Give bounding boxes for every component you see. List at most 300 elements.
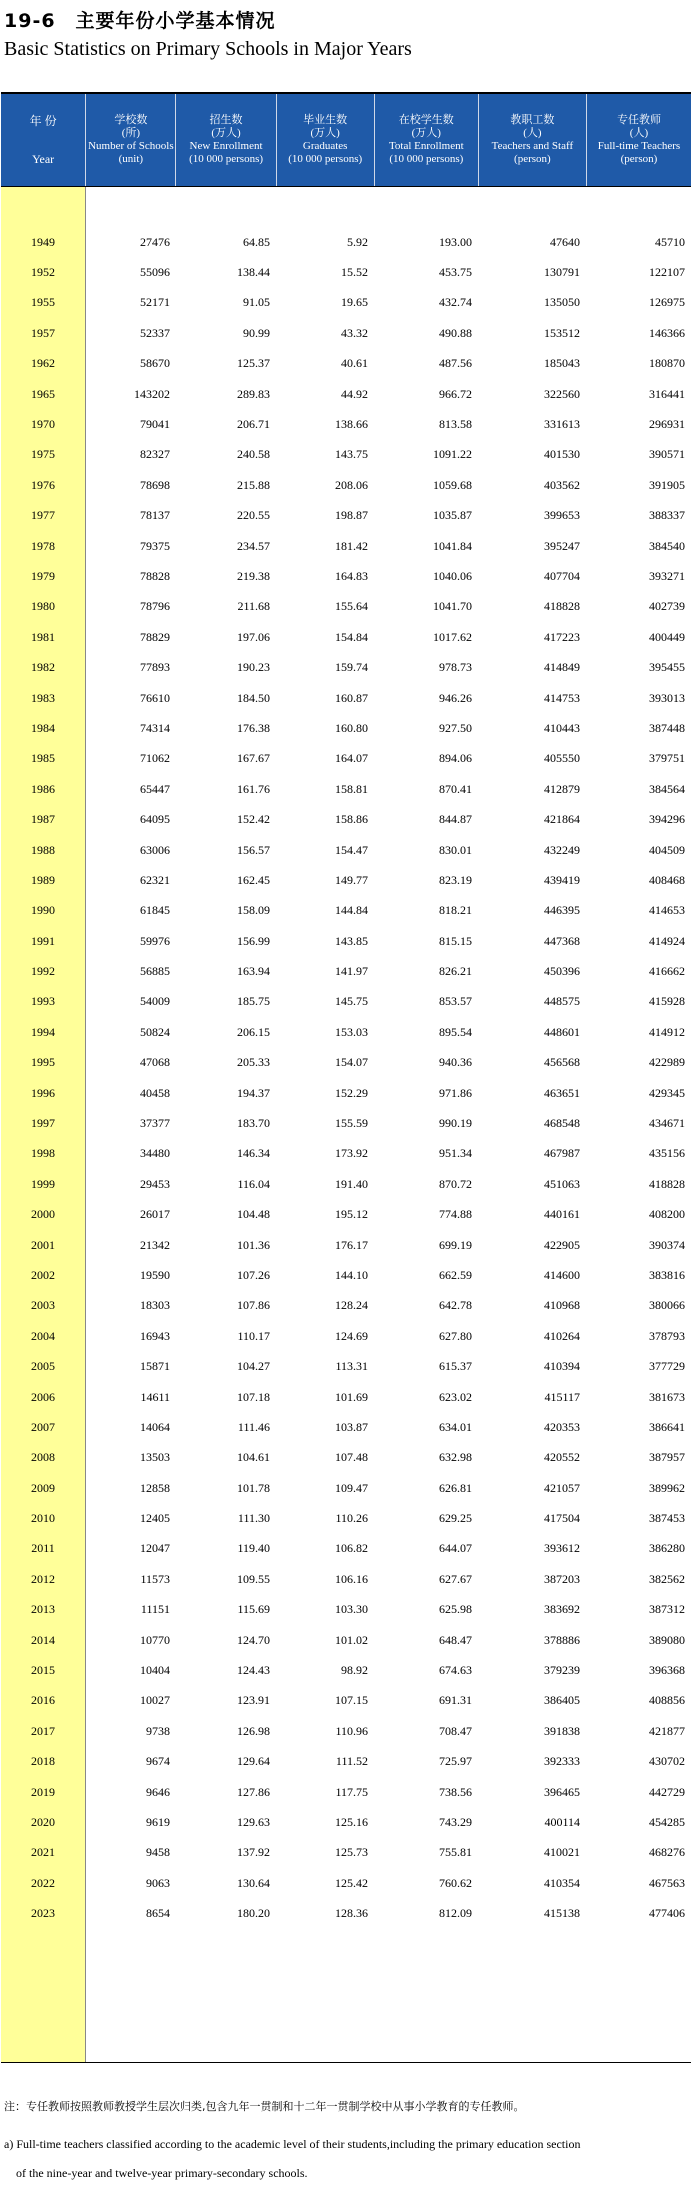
table-cell: 71062: [140, 751, 170, 766]
table-cell: 691.31: [439, 1693, 472, 1708]
header-unit-en: (10 000 persons): [389, 153, 464, 165]
table-cell: 145.75: [335, 994, 368, 1009]
table-cell: 206.15: [237, 1024, 270, 1039]
year-cell: 1999: [31, 1176, 55, 1191]
header-unit-cn: (万人): [411, 127, 441, 139]
table-cell: 19.65: [341, 295, 368, 310]
table-cell: 414849: [544, 660, 580, 675]
table-cell: 490.88: [439, 325, 472, 340]
footnote-en-line-2: of the nine-year and twelve-year primary-secondary schools.: [16, 2166, 308, 2180]
table-cell: 65447: [140, 781, 170, 796]
table-cell: 412879: [544, 781, 580, 796]
table-cell: 78137: [140, 508, 170, 523]
year-cell: 1991: [31, 933, 55, 948]
table-cell: 195.12: [335, 1207, 368, 1222]
table-cell: 5.92: [347, 234, 368, 249]
table-cell: 627.80: [439, 1328, 472, 1343]
table-cell: 626.81: [439, 1480, 472, 1495]
table-row: [86, 956, 691, 986]
table-cell: 416662: [649, 964, 685, 979]
table-cell: 403562: [544, 477, 580, 492]
table-row: [86, 288, 691, 318]
year-cell: 1998: [31, 1146, 55, 1161]
table-cell: 404509: [649, 842, 685, 857]
table-cell: 101.78: [237, 1480, 270, 1495]
header-unit-en: (10 000 persons): [288, 153, 363, 165]
table-cell: 138.66: [335, 417, 368, 432]
year-cell: 1993: [31, 994, 55, 1009]
table-cell: 623.02: [439, 1389, 472, 1404]
table-cell: 158.09: [237, 903, 270, 918]
year-cell: 2012: [31, 1571, 55, 1586]
table-cell: 125.16: [335, 1815, 368, 1829]
table-row: [86, 1534, 691, 1564]
table-cell: 408468: [649, 872, 685, 887]
table-cell: 435156: [649, 1146, 685, 1161]
table-cell: 421864: [544, 812, 580, 827]
table-cell: 388337: [649, 508, 685, 523]
table-cell: 47640: [550, 234, 580, 249]
table-cell: 160.87: [335, 690, 368, 705]
table-cell: 8654: [146, 1906, 170, 1921]
table-cell: 447368: [544, 933, 580, 948]
header-label-en: Year: [32, 151, 55, 166]
table-cell: 98.92: [341, 1663, 368, 1678]
table-cell: 422989: [649, 1055, 685, 1070]
table-cell: 129.64: [237, 1754, 270, 1769]
table-cell: 826.21: [439, 964, 472, 979]
table-cell: 153.03: [335, 1024, 368, 1039]
table-row: [86, 622, 691, 652]
table-cell: 119.40: [237, 1541, 270, 1556]
table-cell: 52337: [140, 325, 170, 340]
table-cell: 951.34: [439, 1146, 472, 1161]
table-row: [86, 592, 691, 622]
table-cell: 393271: [649, 568, 685, 583]
table-cell: 176.17: [335, 1237, 368, 1252]
header-label-cn: 招生数: [209, 114, 243, 126]
table-cell: 14064: [140, 1419, 170, 1434]
table-row: [86, 440, 691, 470]
table-cell: 128.24: [335, 1298, 368, 1313]
table-cell: 390571: [649, 447, 685, 462]
table-row: [86, 1443, 691, 1473]
table-row: [86, 1747, 691, 1777]
table-cell: 468276: [649, 1845, 685, 1860]
table-cell: 467987: [544, 1146, 580, 1161]
year-cell: 1955: [31, 295, 55, 310]
table-cell: 812.09: [439, 1906, 472, 1921]
table-cell: 107.26: [237, 1267, 270, 1282]
table-row: [86, 987, 691, 1017]
year-cell: 1952: [31, 265, 55, 280]
year-cell: 1995: [31, 1055, 55, 1070]
table-cell: 106.16: [335, 1571, 368, 1586]
table-cell: 79041: [140, 417, 170, 432]
table-cell: 104.61: [237, 1450, 270, 1465]
year-cell: 2023: [31, 1906, 55, 1921]
table-row: [86, 1595, 691, 1625]
year-cell: 2002: [31, 1267, 55, 1282]
table-cell: 143.75: [335, 447, 368, 462]
table-row: [86, 1716, 691, 1746]
table-cell: 126975: [649, 295, 685, 310]
year-cell: 1980: [31, 599, 55, 614]
table-cell: 415117: [544, 1389, 580, 1404]
table-cell: 90.99: [243, 325, 270, 340]
table-cell: 52171: [140, 295, 170, 310]
table-cell: 448601: [544, 1024, 580, 1039]
table-cell: 14611: [140, 1389, 170, 1404]
table-cell: 421877: [649, 1723, 685, 1738]
table-cell: 113.31: [335, 1359, 368, 1374]
table-cell: 615.37: [439, 1359, 472, 1374]
header-label-en: Total Enrollment: [388, 140, 464, 152]
table-cell: 64.85: [243, 234, 270, 249]
table-cell: 395247: [544, 538, 580, 553]
table-cell: 422905: [544, 1237, 580, 1252]
table-cell: 381673: [649, 1389, 685, 1404]
year-cell: 1996: [31, 1085, 55, 1100]
table-cell: 181.42: [335, 538, 368, 553]
table-row: [86, 1898, 691, 1928]
table-row: [86, 1625, 691, 1655]
table-cell: 29453: [140, 1176, 170, 1191]
table-cell: 760.62: [439, 1875, 472, 1890]
year-cell: 1976: [31, 477, 55, 492]
table-cell: 215.88: [237, 477, 270, 492]
table-row: [86, 1017, 691, 1047]
table-cell: 124.43: [237, 1663, 270, 1678]
table-cell: 124.70: [237, 1632, 270, 1647]
table-cell: 79375: [140, 538, 170, 553]
table-cell: 451063: [544, 1176, 580, 1191]
header-label-cn: 专任教师: [616, 114, 661, 126]
table-cell: 144.84: [335, 903, 368, 918]
year-cell: 2020: [31, 1815, 55, 1829]
year-cell: 2021: [31, 1845, 55, 1860]
table-cell: 163.94: [237, 964, 270, 979]
year-cell: 1997: [31, 1116, 55, 1131]
table-cell: 12047: [140, 1541, 170, 1556]
table-cell: 380066: [649, 1298, 685, 1313]
table-row: [86, 835, 691, 865]
table-cell: 104.27: [237, 1359, 270, 1374]
header-label-cn: 年 份: [29, 113, 57, 128]
table-cell: 414753: [544, 690, 580, 705]
table-cell: 1091.22: [433, 447, 472, 462]
year-cell: 2016: [31, 1693, 55, 1708]
year-cell: 2010: [31, 1511, 55, 1526]
table-row: [86, 1321, 691, 1351]
table-cell: 240.58: [237, 447, 270, 462]
table-cell: 101.02: [335, 1632, 368, 1647]
table-row: [86, 774, 691, 804]
table-cell: 234.57: [237, 538, 270, 553]
table-cell: 103.87: [335, 1419, 368, 1434]
table-cell: 78796: [140, 599, 170, 614]
header-label-cn: 教职工数: [510, 114, 555, 126]
table-cell: 197.06: [237, 629, 270, 644]
table-cell: 167.67: [237, 751, 270, 766]
footnote-cn: 注：专任教师按照教师教授学生层次归类,包含九年一贯制和十二年一贯制学校中从事小学教育的专任教师。: [4, 2100, 525, 2113]
table-cell: 463651: [544, 1085, 580, 1100]
table-cell: 468548: [544, 1116, 580, 1131]
table-row: [86, 1564, 691, 1594]
table-cell: 15871: [140, 1359, 170, 1374]
table-cell: 421057: [544, 1480, 580, 1495]
table-cell: 699.19: [439, 1237, 472, 1252]
year-cell: 1978: [31, 538, 55, 553]
table-cell: 109.55: [237, 1571, 270, 1586]
table-cell: 78828: [140, 568, 170, 583]
table-row: [86, 744, 691, 774]
year-cell: 1982: [31, 660, 55, 675]
table-row: [86, 227, 691, 257]
table-cell: 853.57: [439, 994, 472, 1009]
table-cell: 9619: [146, 1815, 170, 1829]
table-cell: 13503: [140, 1450, 170, 1465]
table-cell: 9063: [146, 1875, 170, 1890]
table-cell: 115.69: [237, 1602, 270, 1617]
year-cell: 2011: [31, 1541, 55, 1556]
table-cell: 138.44: [237, 265, 270, 280]
table-cell: 9458: [146, 1845, 170, 1860]
header-label-cn: 毕业生数: [303, 114, 348, 126]
table-cell: 440161: [544, 1207, 580, 1222]
table-cell: 393013: [649, 690, 685, 705]
table-row: [86, 409, 691, 439]
page-title-cn: 19-6 主要年份小学基本情况: [4, 10, 276, 32]
table-cell: 137.92: [237, 1845, 270, 1860]
table-row: [86, 1169, 691, 1199]
year-cell: 2017: [31, 1723, 55, 1738]
table-cell: 870.41: [439, 781, 472, 796]
table-cell: 386280: [649, 1541, 685, 1556]
table-cell: 144.10: [335, 1267, 368, 1282]
table-cell: 106.82: [335, 1541, 368, 1556]
table-cell: 644.07: [439, 1541, 472, 1556]
table-cell: 125.73: [335, 1845, 368, 1860]
table-cell: 45710: [655, 234, 685, 249]
table-cell: 154.47: [335, 842, 368, 857]
table-cell: 10027: [140, 1693, 170, 1708]
table-row: [86, 1838, 691, 1868]
table-cell: 415928: [649, 994, 685, 1009]
header-unit-cn: (人): [629, 127, 649, 139]
table-cell: 44.92: [341, 386, 368, 401]
table-cell: 184.50: [237, 690, 270, 705]
table-cell: 185043: [544, 356, 580, 371]
table-cell: 453.75: [439, 265, 472, 280]
table-cell: 392333: [544, 1754, 580, 1769]
table-cell: 164.07: [335, 751, 368, 766]
header-teachers-staff: [479, 94, 587, 186]
year-cell: 2008: [31, 1450, 55, 1465]
table-row: [86, 379, 691, 409]
table-cell: 109.47: [335, 1480, 368, 1495]
table-cell: 205.33: [237, 1055, 270, 1070]
table-cell: 78829: [140, 629, 170, 644]
table-cell: 143202: [134, 386, 170, 401]
table-cell: 399653: [544, 508, 580, 523]
table-cell: 432.74: [439, 295, 472, 310]
header-label-cn: 学校数: [114, 114, 148, 126]
footnote-en-line-1: a) Full-time teachers classified according to the academic level of their students,including the primary education section: [4, 2137, 581, 2151]
table-cell: 818.21: [439, 903, 472, 918]
table-cell: 414924: [649, 933, 685, 948]
table-cell: 10404: [140, 1663, 170, 1678]
table-cell: 111.46: [237, 1419, 270, 1434]
table-cell: 77893: [140, 660, 170, 675]
table-cell: 103.30: [335, 1602, 368, 1617]
table-cell: 27476: [140, 234, 170, 249]
year-cell: 1994: [31, 1024, 55, 1039]
page-title-en: Basic Statistics on Primary Schools in Major Years: [4, 38, 412, 60]
table-cell: 940.36: [439, 1055, 472, 1070]
table-cell: 135050: [544, 295, 580, 310]
table-cell: 1035.87: [433, 508, 472, 523]
table-cell: 190.23: [237, 660, 270, 675]
table-cell: 662.59: [439, 1267, 472, 1282]
table-cell: 378886: [544, 1632, 580, 1647]
table-cell: 82327: [140, 447, 170, 462]
table-cell: 211.68: [237, 599, 270, 614]
table-cell: 634.01: [439, 1419, 472, 1434]
table-cell: 384540: [649, 538, 685, 553]
year-cell: 2001: [31, 1237, 55, 1252]
table-cell: 316441: [649, 386, 685, 401]
header-unit-cn: (万人): [310, 127, 340, 139]
table-row: [86, 1108, 691, 1138]
year-cell: 1985: [31, 751, 55, 766]
table-header: [1, 92, 691, 187]
table-cell: 379751: [649, 751, 685, 766]
table-cell: 417504: [544, 1511, 580, 1526]
table-cell: 130.64: [237, 1875, 270, 1890]
table-cell: 387453: [649, 1511, 685, 1526]
table-cell: 774.88: [439, 1207, 472, 1222]
table-row: [86, 865, 691, 895]
table-cell: 414653: [649, 903, 685, 918]
table-cell: 632.98: [439, 1450, 472, 1465]
header-label-en: Number of Schools: [88, 140, 174, 152]
table-cell: 391905: [649, 477, 685, 492]
table-cell: 387957: [649, 1450, 685, 1465]
table-cell: 176.38: [237, 720, 270, 735]
table-cell: 708.47: [439, 1723, 472, 1738]
table-cell: 401530: [544, 447, 580, 462]
table-row: [86, 349, 691, 379]
table-cell: 50824: [140, 1024, 170, 1039]
table-cell: 725.97: [439, 1754, 472, 1769]
header-fulltime-teachers: [587, 94, 691, 186]
table-row: [86, 1230, 691, 1260]
table-cell: 296931: [649, 417, 685, 432]
year-cell: 2014: [31, 1632, 55, 1647]
table-cell: 26017: [140, 1207, 170, 1222]
table-cell: 141.97: [335, 964, 368, 979]
table-cell: 405550: [544, 751, 580, 766]
table-row: [86, 1260, 691, 1290]
table-cell: 467563: [649, 1875, 685, 1890]
table-cell: 107.86: [237, 1298, 270, 1313]
table-cell: 125.37: [237, 356, 270, 371]
table-cell: 34480: [140, 1146, 170, 1161]
table-cell: 408200: [649, 1207, 685, 1222]
table-cell: 418828: [544, 599, 580, 614]
header-schools: [86, 94, 176, 186]
table-cell: 107.48: [335, 1450, 368, 1465]
year-cell: 1949: [31, 234, 55, 249]
header-total-enrollment: [375, 94, 479, 186]
table-cell: 154.84: [335, 629, 368, 644]
table-row: [86, 531, 691, 561]
table-cell: 844.87: [439, 812, 472, 827]
year-cell: 2000: [31, 1207, 55, 1222]
table-cell: 146.34: [237, 1146, 270, 1161]
table-cell: 378793: [649, 1328, 685, 1343]
year-cell: 1970: [31, 417, 55, 432]
table-cell: 674.63: [439, 1663, 472, 1678]
table-cell: 487.56: [439, 356, 472, 371]
table-row: [86, 804, 691, 834]
table-cell: 11151: [140, 1602, 170, 1617]
table-cell: 180.20: [237, 1906, 270, 1921]
table-row: [86, 1291, 691, 1321]
header-label-cn: 在校学生数: [398, 114, 454, 126]
header-year: [1, 94, 86, 186]
year-cell: 2022: [31, 1875, 55, 1890]
table-cell: 37377: [140, 1116, 170, 1131]
table-cell: 158.86: [335, 812, 368, 827]
table-cell: 193.00: [439, 234, 472, 249]
table-cell: 439419: [544, 872, 580, 887]
year-cell: 1981: [31, 629, 55, 644]
table-cell: 395455: [649, 660, 685, 675]
table-cell: 125.42: [335, 1875, 368, 1890]
table-cell: 446395: [544, 903, 580, 918]
year-cell: 1975: [31, 447, 55, 462]
table-cell: 55096: [140, 265, 170, 280]
table-cell: 130791: [544, 265, 580, 280]
table-cell: 198.87: [335, 508, 368, 523]
header-graduates: [277, 94, 375, 186]
table-cell: 111.30: [237, 1511, 270, 1526]
table-row: [86, 1868, 691, 1898]
table-cell: 159.74: [335, 660, 368, 675]
table-cell: 400449: [649, 629, 685, 644]
table-cell: 456568: [544, 1055, 580, 1070]
header-unit-en: (unit): [118, 153, 144, 165]
table-cell: 738.56: [439, 1784, 472, 1799]
table-cell: 154.07: [335, 1055, 368, 1070]
year-cell: 1957: [31, 325, 55, 340]
table-cell: 156.99: [237, 933, 270, 948]
table-body: [1, 187, 691, 2063]
table-cell: 420552: [544, 1450, 580, 1465]
table-cell: 128.36: [335, 1906, 368, 1921]
data-columns: [86, 187, 691, 2062]
table-cell: 180870: [649, 356, 685, 371]
table-cell: 394296: [649, 812, 685, 827]
table-cell: 19590: [140, 1267, 170, 1282]
table-cell: 117.75: [335, 1784, 368, 1799]
table-cell: 62321: [140, 872, 170, 887]
table-cell: 63006: [140, 842, 170, 857]
table-cell: 12405: [140, 1511, 170, 1526]
year-cell: 1989: [31, 872, 55, 887]
